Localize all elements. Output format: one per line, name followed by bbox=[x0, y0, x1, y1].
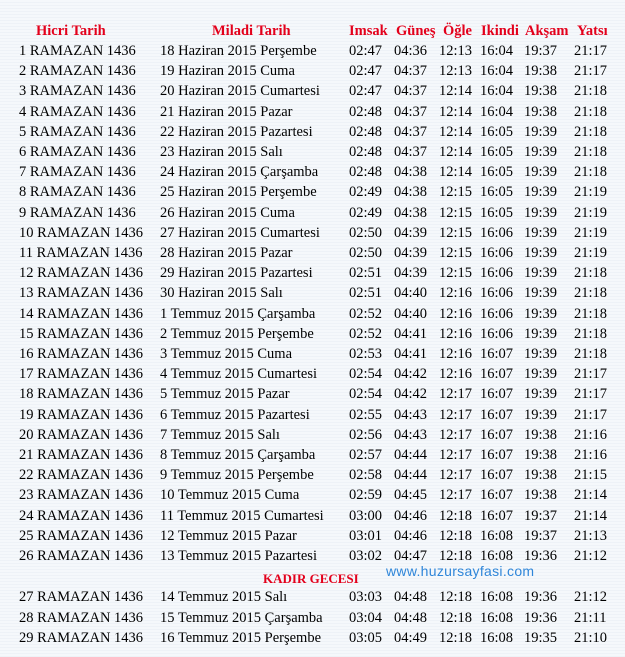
cell-ikindi: 16:06 bbox=[480, 224, 514, 241]
table-row bbox=[0, 203, 625, 223]
cell-imsak: 02:51 bbox=[349, 265, 383, 282]
cell-hicri: 24 RAMAZAN 1436 bbox=[19, 507, 144, 524]
cell-miladi: 20 Haziran 2015 Cumartesi bbox=[160, 83, 320, 100]
cell-gunes: 04:43 bbox=[394, 406, 428, 423]
cell-yatsi: 21:19 bbox=[574, 184, 608, 201]
cell-imsak: 02:59 bbox=[349, 487, 383, 504]
table-row bbox=[0, 61, 625, 81]
cell-ikindi: 16:05 bbox=[480, 204, 514, 221]
cell-imsak: 03:04 bbox=[349, 609, 383, 626]
table-row bbox=[0, 384, 625, 404]
cell-ogle: 12:18 bbox=[439, 630, 473, 646]
cell-hicri: 29 RAMAZAN 1436 bbox=[19, 630, 144, 646]
header-miladi: Miladi Tarih bbox=[212, 23, 291, 39]
cell-yatsi: 21:17 bbox=[574, 63, 608, 80]
cell-aksam: 19:39 bbox=[524, 245, 558, 261]
cell-yatsi: 21:17 bbox=[574, 406, 608, 423]
cell-aksam: 19:39 bbox=[524, 184, 558, 201]
cell-ikindi: 16:06 bbox=[480, 305, 514, 322]
cell-ogle: 12:15 bbox=[439, 184, 473, 201]
cell-ogle: 12:15 bbox=[439, 265, 473, 282]
cell-aksam: 19:38 bbox=[524, 487, 558, 504]
table-row bbox=[0, 526, 625, 546]
kadir-gecesi-label: KADIR GECESI bbox=[263, 571, 359, 586]
cell-imsak: 02:47 bbox=[349, 83, 383, 100]
cell-imsak: 02:54 bbox=[349, 386, 383, 403]
cell-aksam: 19:39 bbox=[524, 366, 558, 383]
cell-miladi: 6 Temmuz 2015 Pazartesi bbox=[160, 406, 310, 423]
cell-hicri: 12 RAMAZAN 1436 bbox=[19, 265, 144, 282]
cell-ikindi: 16:07 bbox=[480, 487, 514, 504]
cell-miladi: 3 Temmuz 2015 Cuma bbox=[160, 346, 293, 362]
cell-gunes: 04:38 bbox=[394, 184, 428, 201]
cell-yatsi: 21:17 bbox=[574, 366, 608, 383]
cell-ikindi: 16:06 bbox=[480, 285, 514, 302]
table-row bbox=[0, 506, 625, 526]
cell-ogle: 12:18 bbox=[439, 507, 473, 524]
header-row bbox=[0, 21, 625, 41]
cell-ikindi: 16:05 bbox=[480, 184, 514, 201]
cell-hicri: 26 RAMAZAN 1436 bbox=[19, 548, 144, 564]
cell-miladi: 18 Haziran 2015 Perşembe bbox=[160, 43, 317, 59]
cell-imsak: 02:50 bbox=[349, 245, 383, 261]
table-row bbox=[0, 223, 625, 243]
cell-yatsi: 21:18 bbox=[574, 123, 608, 140]
cell-yatsi: 21:19 bbox=[574, 224, 608, 241]
cell-imsak: 02:58 bbox=[349, 467, 383, 484]
header-ogle: Öğle bbox=[443, 23, 472, 39]
cell-ikindi: 16:04 bbox=[480, 83, 514, 100]
cell-miladi: 4 Temmuz 2015 Cumartesi bbox=[160, 366, 317, 383]
cell-ikindi: 16:07 bbox=[480, 447, 514, 463]
cell-ikindi: 16:08 bbox=[480, 548, 514, 564]
cell-ogle: 12:14 bbox=[439, 103, 473, 120]
cell-hicri: 9 RAMAZAN 1436 bbox=[19, 204, 136, 221]
cell-aksam: 19:39 bbox=[524, 224, 558, 241]
cell-yatsi: 21:14 bbox=[574, 507, 608, 524]
cell-gunes: 04:48 bbox=[394, 609, 428, 626]
cell-hicri: 5 RAMAZAN 1436 bbox=[19, 123, 136, 140]
cell-ogle: 12:17 bbox=[439, 426, 473, 443]
cell-aksam: 19:37 bbox=[524, 527, 558, 544]
cell-ogle: 12:13 bbox=[439, 43, 473, 59]
cell-ikindi: 16:05 bbox=[480, 164, 514, 181]
cell-miladi: 5 Temmuz 2015 Pazar bbox=[160, 386, 290, 403]
cell-miladi: 27 Haziran 2015 Cumartesi bbox=[160, 224, 320, 241]
cell-imsak: 02:48 bbox=[349, 123, 383, 140]
cell-hicri: 22 RAMAZAN 1436 bbox=[19, 467, 144, 484]
cell-imsak: 03:01 bbox=[349, 527, 383, 544]
cell-imsak: 02:56 bbox=[349, 426, 383, 443]
cell-yatsi: 21:13 bbox=[574, 527, 608, 544]
cell-aksam: 19:38 bbox=[524, 426, 558, 443]
cell-aksam: 19:38 bbox=[524, 467, 558, 484]
cell-yatsi: 21:18 bbox=[574, 305, 608, 322]
cell-ogle: 12:18 bbox=[439, 609, 473, 626]
cell-gunes: 04:37 bbox=[394, 83, 428, 100]
cell-imsak: 02:54 bbox=[349, 366, 383, 383]
cell-miladi: 12 Temmuz 2015 Pazar bbox=[160, 527, 297, 544]
cell-hicri: 17 RAMAZAN 1436 bbox=[19, 366, 144, 383]
cell-gunes: 04:37 bbox=[394, 144, 428, 160]
cell-aksam: 19:38 bbox=[524, 63, 558, 80]
cell-yatsi: 21:12 bbox=[574, 589, 608, 605]
cell-yatsi: 21:18 bbox=[574, 346, 608, 362]
table-row bbox=[0, 182, 625, 202]
table-row bbox=[0, 142, 625, 162]
cell-miladi: 13 Temmuz 2015 Pazartesi bbox=[160, 548, 317, 564]
cell-yatsi: 21:17 bbox=[574, 386, 608, 403]
cell-gunes: 04:49 bbox=[394, 630, 428, 646]
table-row bbox=[0, 405, 625, 425]
cell-aksam: 19:37 bbox=[524, 43, 558, 59]
cell-aksam: 19:35 bbox=[524, 630, 558, 646]
cell-hicri: 14 RAMAZAN 1436 bbox=[19, 305, 144, 322]
cell-ikindi: 16:05 bbox=[480, 144, 514, 160]
cell-ogle: 12:16 bbox=[439, 305, 473, 322]
cell-hicri: 18 RAMAZAN 1436 bbox=[19, 386, 144, 403]
cell-ogle: 12:16 bbox=[439, 325, 473, 342]
cell-miladi: 22 Haziran 2015 Pazartesi bbox=[160, 123, 313, 140]
cell-hicri: 20 RAMAZAN 1436 bbox=[19, 426, 144, 443]
cell-gunes: 04:42 bbox=[394, 386, 428, 403]
cell-gunes: 04:36 bbox=[394, 43, 428, 59]
cell-aksam: 19:39 bbox=[524, 406, 558, 423]
cell-imsak: 02:47 bbox=[349, 43, 383, 59]
cell-aksam: 19:39 bbox=[524, 265, 558, 282]
cell-miladi: 14 Temmuz 2015 Salı bbox=[160, 589, 288, 605]
table-row bbox=[0, 364, 625, 384]
cell-miladi: 2 Temmuz 2015 Perşembe bbox=[160, 325, 314, 342]
cell-aksam: 19:38 bbox=[524, 447, 558, 463]
cell-hicri: 16 RAMAZAN 1436 bbox=[19, 346, 144, 362]
cell-ogle: 12:17 bbox=[439, 487, 473, 504]
cell-hicri: 19 RAMAZAN 1436 bbox=[19, 406, 144, 423]
cell-aksam: 19:38 bbox=[524, 83, 558, 100]
cell-ogle: 12:18 bbox=[439, 589, 473, 605]
table-row bbox=[0, 485, 625, 505]
cell-yatsi: 21:11 bbox=[574, 609, 607, 626]
cell-ogle: 12:16 bbox=[439, 366, 473, 383]
cell-gunes: 04:43 bbox=[394, 426, 428, 443]
cell-imsak: 02:50 bbox=[349, 224, 383, 241]
cell-hicri: 7 RAMAZAN 1436 bbox=[19, 164, 136, 181]
cell-yatsi: 21:18 bbox=[574, 83, 608, 100]
cell-ikindi: 16:06 bbox=[480, 325, 514, 342]
cell-imsak: 02:55 bbox=[349, 406, 383, 423]
cell-hicri: 4 RAMAZAN 1436 bbox=[19, 103, 136, 120]
cell-yatsi: 21:18 bbox=[574, 103, 608, 120]
cell-imsak: 02:53 bbox=[349, 346, 383, 362]
cell-aksam: 19:36 bbox=[524, 548, 558, 564]
cell-hicri: 25 RAMAZAN 1436 bbox=[19, 527, 144, 544]
cell-imsak: 03:03 bbox=[349, 589, 383, 605]
cell-gunes: 04:41 bbox=[394, 325, 428, 342]
cell-ogle: 12:17 bbox=[439, 406, 473, 423]
table-row bbox=[0, 587, 625, 607]
cell-hicri: 23 RAMAZAN 1436 bbox=[19, 487, 144, 504]
table-row bbox=[0, 122, 625, 142]
cell-yatsi: 21:16 bbox=[574, 447, 608, 463]
cell-yatsi: 21:17 bbox=[574, 43, 608, 59]
cell-miladi: 21 Haziran 2015 Pazar bbox=[160, 103, 293, 120]
cell-hicri: 27 RAMAZAN 1436 bbox=[19, 589, 144, 605]
table-row bbox=[0, 41, 625, 61]
cell-gunes: 04:41 bbox=[394, 346, 428, 362]
cell-imsak: 02:49 bbox=[349, 184, 383, 201]
table-row bbox=[0, 81, 625, 101]
cell-ogle: 12:17 bbox=[439, 467, 473, 484]
header-imsak: Imsak bbox=[349, 23, 388, 39]
table-row bbox=[0, 628, 625, 648]
cell-yatsi: 21:18 bbox=[574, 265, 608, 282]
cell-gunes: 04:45 bbox=[394, 487, 428, 504]
cell-imsak: 02:48 bbox=[349, 164, 383, 181]
cell-gunes: 04:48 bbox=[394, 589, 428, 605]
cell-gunes: 04:39 bbox=[394, 245, 428, 261]
header-gunes: Güneş bbox=[396, 23, 436, 39]
cell-ikindi: 16:04 bbox=[480, 43, 514, 59]
cell-imsak: 02:49 bbox=[349, 204, 383, 221]
cell-miladi: 11 Temmuz 2015 Cumartesi bbox=[160, 507, 324, 524]
cell-hicri: 1 RAMAZAN 1436 bbox=[19, 43, 136, 59]
cell-aksam: 19:38 bbox=[524, 103, 558, 120]
cell-ogle: 12:14 bbox=[439, 164, 473, 181]
cell-ikindi: 16:05 bbox=[480, 123, 514, 140]
cell-hicri: 13 RAMAZAN 1436 bbox=[19, 285, 144, 302]
cell-aksam: 19:39 bbox=[524, 346, 558, 362]
cell-ogle: 12:16 bbox=[439, 346, 473, 362]
cell-ogle: 12:14 bbox=[439, 83, 473, 100]
cell-hicri: 3 RAMAZAN 1436 bbox=[19, 83, 136, 100]
cell-imsak: 03:02 bbox=[349, 548, 383, 564]
cell-aksam: 19:39 bbox=[524, 305, 558, 322]
table-row bbox=[0, 465, 625, 485]
cell-ogle: 12:18 bbox=[439, 527, 473, 544]
cell-aksam: 19:36 bbox=[524, 589, 558, 605]
cell-ikindi: 16:08 bbox=[480, 527, 514, 544]
cell-imsak: 02:47 bbox=[349, 63, 383, 80]
cell-miladi: 28 Haziran 2015 Pazar bbox=[160, 245, 293, 261]
cell-miladi: 25 Haziran 2015 Perşembe bbox=[160, 184, 317, 201]
header-yatsi: Yatsı bbox=[577, 23, 608, 39]
cell-miladi: 16 Temmuz 2015 Perşembe bbox=[160, 630, 322, 646]
cell-hicri: 15 RAMAZAN 1436 bbox=[19, 325, 144, 342]
cell-hicri: 2 RAMAZAN 1436 bbox=[19, 63, 136, 80]
site-watermark: www.huzursayfasi.com bbox=[386, 563, 535, 579]
cell-ikindi: 16:06 bbox=[480, 265, 514, 282]
cell-ikindi: 16:07 bbox=[480, 346, 514, 362]
cell-ikindi: 16:07 bbox=[480, 507, 514, 524]
cell-gunes: 04:38 bbox=[394, 164, 428, 181]
cell-miladi: 9 Temmuz 2015 Perşembe bbox=[160, 467, 314, 484]
cell-aksam: 19:39 bbox=[524, 144, 558, 160]
cell-ikindi: 16:07 bbox=[480, 386, 514, 403]
cell-ikindi: 16:06 bbox=[480, 245, 514, 261]
cell-ogle: 12:15 bbox=[439, 224, 473, 241]
cell-gunes: 04:46 bbox=[394, 527, 428, 544]
table-row bbox=[0, 324, 625, 344]
cell-ogle: 12:13 bbox=[439, 63, 473, 80]
cell-ogle: 12:16 bbox=[439, 285, 473, 302]
cell-miladi: 26 Haziran 2015 Cuma bbox=[160, 204, 295, 221]
cell-yatsi: 21:12 bbox=[574, 548, 608, 564]
cell-miladi: 24 Haziran 2015 Çarşamba bbox=[160, 164, 319, 181]
table-row bbox=[0, 425, 625, 445]
cell-hicri: 21 RAMAZAN 1436 bbox=[19, 447, 144, 463]
cell-aksam: 19:39 bbox=[524, 123, 558, 140]
cell-gunes: 04:44 bbox=[394, 447, 428, 463]
cell-aksam: 19:39 bbox=[524, 386, 558, 403]
cell-imsak: 02:57 bbox=[349, 447, 383, 463]
cell-imsak: 02:52 bbox=[349, 325, 383, 342]
cell-aksam: 19:39 bbox=[524, 164, 558, 181]
cell-aksam: 19:37 bbox=[524, 507, 558, 524]
cell-yatsi: 21:16 bbox=[574, 426, 608, 443]
cell-miladi: 29 Haziran 2015 Pazartesi bbox=[160, 265, 313, 282]
cell-aksam: 19:36 bbox=[524, 609, 558, 626]
cell-imsak: 03:05 bbox=[349, 630, 383, 646]
cell-gunes: 04:39 bbox=[394, 224, 428, 241]
cell-imsak: 03:00 bbox=[349, 507, 383, 524]
table-row bbox=[0, 608, 625, 628]
header-ikindi: Ikindi bbox=[481, 23, 519, 39]
cell-ikindi: 16:07 bbox=[480, 426, 514, 443]
cell-ogle: 12:17 bbox=[439, 386, 473, 403]
cell-miladi: 23 Haziran 2015 Salı bbox=[160, 144, 283, 160]
cell-aksam: 19:39 bbox=[524, 285, 558, 302]
cell-yatsi: 21:18 bbox=[574, 164, 608, 181]
cell-imsak: 02:51 bbox=[349, 285, 383, 302]
cell-miladi: 10 Temmuz 2015 Cuma bbox=[160, 487, 300, 504]
cell-miladi: 7 Temmuz 2015 Salı bbox=[160, 426, 280, 443]
cell-yatsi: 21:15 bbox=[574, 467, 608, 484]
cell-miladi: 30 Haziran 2015 Salı bbox=[160, 285, 283, 302]
cell-ogle: 12:18 bbox=[439, 548, 473, 564]
cell-yatsi: 21:19 bbox=[574, 204, 608, 221]
table-row bbox=[0, 162, 625, 182]
cell-gunes: 04:37 bbox=[394, 63, 428, 80]
table-row bbox=[0, 283, 625, 303]
table-row bbox=[0, 304, 625, 324]
cell-yatsi: 21:10 bbox=[574, 630, 608, 646]
cell-aksam: 19:39 bbox=[524, 325, 558, 342]
cell-hicri: 6 RAMAZAN 1436 bbox=[19, 144, 136, 160]
cell-yatsi: 21:18 bbox=[574, 285, 608, 302]
cell-ikindi: 16:07 bbox=[480, 366, 514, 383]
header-hicri: Hicri Tarih bbox=[36, 23, 106, 39]
cell-gunes: 04:44 bbox=[394, 467, 428, 484]
cell-ogle: 12:17 bbox=[439, 447, 473, 463]
cell-ikindi: 16:07 bbox=[480, 406, 514, 423]
table-row bbox=[0, 445, 625, 465]
cell-gunes: 04:46 bbox=[394, 507, 428, 524]
cell-miladi: 8 Temmuz 2015 Çarşamba bbox=[160, 447, 316, 463]
cell-yatsi: 21:14 bbox=[574, 487, 608, 504]
cell-hicri: 11 RAMAZAN 1436 bbox=[19, 245, 143, 261]
cell-gunes: 04:47 bbox=[394, 548, 428, 564]
cell-gunes: 04:40 bbox=[394, 305, 428, 322]
cell-yatsi: 21:18 bbox=[574, 325, 608, 342]
cell-ikindi: 16:08 bbox=[480, 589, 514, 605]
table-row bbox=[0, 344, 625, 364]
cell-gunes: 04:37 bbox=[394, 103, 428, 120]
table-row bbox=[0, 263, 625, 283]
cell-ikindi: 16:04 bbox=[480, 103, 514, 120]
cell-ogle: 12:14 bbox=[439, 144, 473, 160]
cell-miladi: 19 Haziran 2015 Cuma bbox=[160, 63, 295, 80]
cell-hicri: 8 RAMAZAN 1436 bbox=[19, 184, 136, 201]
cell-ikindi: 16:07 bbox=[480, 467, 514, 484]
cell-yatsi: 21:19 bbox=[574, 245, 608, 261]
cell-gunes: 04:39 bbox=[394, 265, 428, 282]
cell-ikindi: 16:04 bbox=[480, 63, 514, 80]
cell-gunes: 04:37 bbox=[394, 123, 428, 140]
cell-gunes: 04:38 bbox=[394, 204, 428, 221]
cell-imsak: 02:52 bbox=[349, 305, 383, 322]
cell-aksam: 19:39 bbox=[524, 204, 558, 221]
cell-ikindi: 16:08 bbox=[480, 630, 514, 646]
cell-ikindi: 16:08 bbox=[480, 609, 514, 626]
cell-yatsi: 21:18 bbox=[574, 144, 608, 160]
cell-miladi: 1 Temmuz 2015 Çarşamba bbox=[160, 305, 316, 322]
header-aksam: Akşam bbox=[525, 23, 569, 39]
cell-hicri: 10 RAMAZAN 1436 bbox=[19, 224, 144, 241]
cell-miladi: 15 Temmuz 2015 Çarşamba bbox=[160, 609, 323, 626]
cell-ogle: 12:15 bbox=[439, 204, 473, 221]
cell-ogle: 12:15 bbox=[439, 245, 473, 261]
table-row bbox=[0, 102, 625, 122]
cell-imsak: 02:48 bbox=[349, 103, 383, 120]
cell-imsak: 02:48 bbox=[349, 144, 383, 160]
cell-ogle: 12:14 bbox=[439, 123, 473, 140]
cell-gunes: 04:40 bbox=[394, 285, 428, 302]
table-row bbox=[0, 243, 625, 263]
cell-gunes: 04:42 bbox=[394, 366, 428, 383]
cell-hicri: 28 RAMAZAN 1436 bbox=[19, 609, 144, 626]
